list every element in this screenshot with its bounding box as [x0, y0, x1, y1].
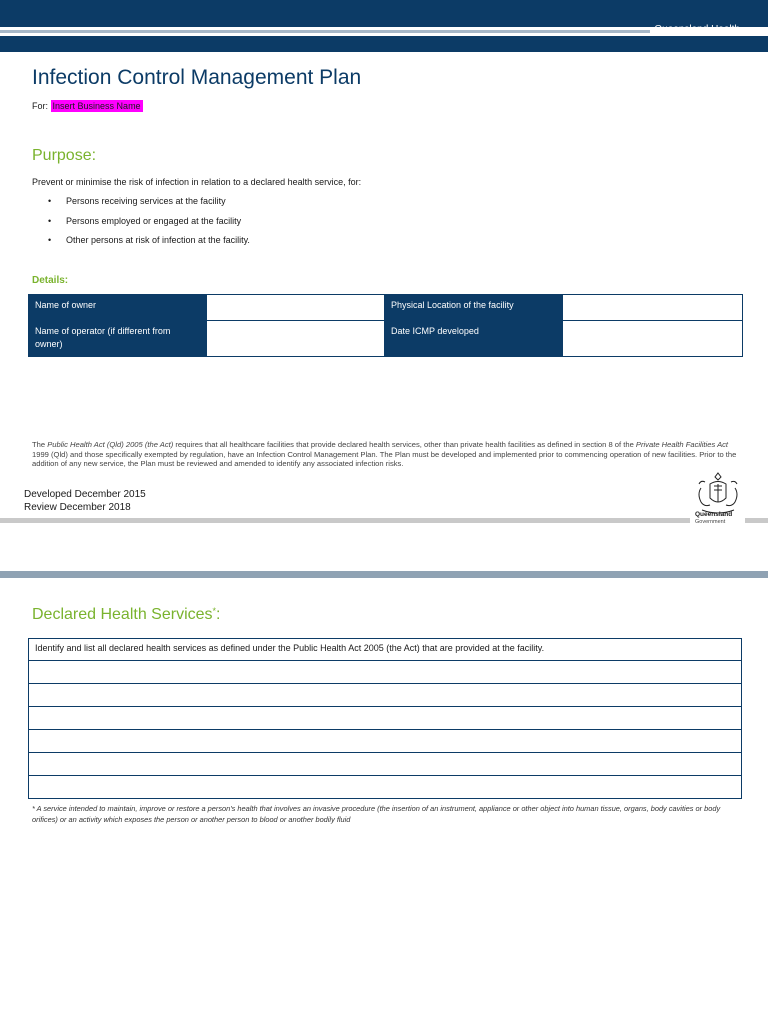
details-heading: Details:	[32, 275, 69, 286]
date-field[interactable]	[563, 321, 743, 357]
list-item: • Other persons at risk of infection at the facility.	[48, 235, 250, 245]
table-row	[29, 295, 743, 321]
services-instruction: Identify and list all declared health services as defined under the Public Health Act 2005 (the Act) that are provided at the facility.	[29, 639, 742, 661]
purpose-intro: Prevent or minimise the risk of infection in relation to a declared health service, for:	[32, 177, 362, 187]
owner-label: Name of owner	[29, 295, 207, 321]
revision-info	[24, 488, 146, 514]
footer-divider	[0, 518, 690, 523]
declared-services-table	[28, 638, 742, 799]
service-entry-field[interactable]	[29, 730, 742, 753]
crest-name: Queensland	[695, 511, 733, 518]
act-reference: Public Health Act (Qld) 2005 (the Act)	[47, 440, 174, 449]
purpose-list	[48, 196, 250, 255]
operator-field[interactable]	[207, 321, 385, 357]
crest-sub: Government	[695, 519, 726, 525]
service-entry-field[interactable]	[29, 707, 742, 730]
for-label: For:	[32, 101, 49, 111]
date-label: Date ICMP developed	[385, 321, 563, 357]
list-item: • Persons receiving services at the facility	[48, 196, 226, 206]
header-stripe	[0, 30, 650, 33]
header-band	[0, 0, 768, 27]
footnote-marker: *	[212, 606, 217, 616]
footer-divider	[745, 518, 768, 523]
page2-header-stripe	[0, 571, 768, 578]
purpose-heading: Purpose:	[32, 147, 97, 164]
developed-date: Developed December 2015	[24, 489, 146, 500]
legal-notice: The Public Health Act (Qld) 2005 (the Act) requires that all healthcare facilities that provide declared health services, other than private health facilities as defined in section 8 of the Private Health Facilities Act 1999 (Qld) and those specifically exempted by regulation, have an Infection Control Management Plan. The Plan must be developed and implemented prior to commencing operation of new facilities. Prior to the addition of any new service, the Plan must be reviewed and amended to identify any associated infection risks.	[32, 440, 737, 468]
footnote: * A service intended to maintain, improve or restore a person's health that involves an invasive procedure (the insertion of an instrument, appliance or other object into human tissue, organs, body cavities or body orifices) or an activity which exposes the person or another person to blood or another bodily fluid	[32, 804, 721, 824]
act-reference: Private Health Facilities Act	[635, 440, 729, 449]
location-label: Physical Location of the facility	[385, 295, 563, 321]
service-entry-field[interactable]	[29, 661, 742, 684]
table-row	[29, 730, 742, 753]
details-table	[28, 294, 743, 357]
bullet-icon: •	[48, 235, 52, 245]
header-band-lower	[0, 36, 768, 52]
operator-label: Name of operator (if different from owner)	[29, 321, 207, 357]
table-row	[29, 707, 742, 730]
review-date: Review December 2018	[24, 502, 131, 513]
business-name-field[interactable]: Insert Business Name	[52, 101, 141, 111]
service-entry-field[interactable]	[29, 753, 742, 776]
table-row	[29, 684, 742, 707]
bullet-icon: •	[48, 196, 52, 206]
brand-name: Queensland Health	[654, 24, 740, 35]
list-item: • Persons employed or engaged at the facility	[48, 215, 242, 226]
table-row	[29, 661, 742, 684]
service-entry-field[interactable]	[29, 776, 742, 799]
service-entry-field[interactable]	[29, 684, 742, 707]
for-line	[32, 101, 143, 111]
location-field[interactable]	[563, 295, 743, 321]
owner-field[interactable]	[207, 295, 385, 321]
page-header	[0, 0, 768, 52]
document-title: Infection Control Management Plan	[32, 66, 362, 89]
table-row	[29, 776, 742, 799]
bullet-icon: •	[48, 215, 52, 226]
declared-services-heading: Declared Health Services*:	[32, 606, 221, 623]
table-row	[29, 639, 742, 661]
table-row	[29, 321, 743, 357]
table-row	[29, 753, 742, 776]
